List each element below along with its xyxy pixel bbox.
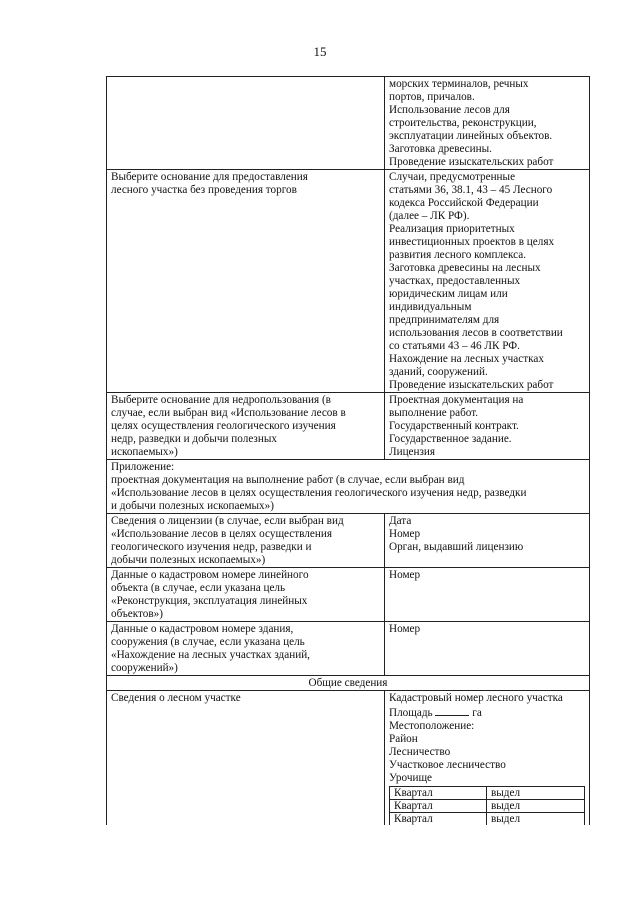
field-label-line: Выберите основание для недропользования (в <box>111 394 331 406</box>
field-option-line: Случаи, предусмотренные <box>389 171 516 183</box>
field-option-line: использования лесов в соответствии <box>389 327 563 339</box>
field-label-line: «Нахождение на лесных участках зданий, <box>111 649 310 661</box>
appendix-line: и добычи полезных ископаемых») <box>111 500 274 512</box>
section-cell[interactable]: выдел <box>487 813 585 826</box>
quarter-row <box>390 787 585 800</box>
form-row <box>107 568 590 622</box>
field-label-line: объекта (в случае, если указана цель <box>111 582 286 594</box>
form-row <box>107 393 590 460</box>
field-option-line: морских терминалов, речных <box>389 78 529 90</box>
quarter-row <box>390 813 585 826</box>
quarter-cell[interactable]: Квартал <box>390 800 487 813</box>
form-row <box>107 170 590 393</box>
field-option-line: статьями 36, 38.1, 43 – 45 Лесного <box>389 184 553 196</box>
area-unit: га <box>472 707 482 719</box>
tract-field: Урочище <box>389 772 433 784</box>
field-option-line: инвестиционных проектов в целях <box>389 236 555 248</box>
field-option-line: эксплуатации линейных объектов. <box>389 130 553 142</box>
section-cell[interactable]: выдел <box>487 787 585 800</box>
field-option-line: Реализация приоритетных <box>389 223 515 235</box>
field-label-line: добычи полезных ископаемых») <box>111 554 266 566</box>
field-label-line: сооружения (в случае, если указана цель <box>111 636 305 648</box>
field-option-line: строительства, реконструкции, <box>389 117 537 129</box>
district-field: Район <box>389 733 418 745</box>
cadastral-number-field: Кадастровый номер лесного участка <box>389 692 563 704</box>
form-row <box>107 77 590 170</box>
field-option-line: Орган, выдавший лицензию <box>389 541 524 553</box>
page-number: 15 <box>313 44 327 59</box>
location-label: Местоположение: <box>389 720 475 732</box>
appendix-line: Приложение: <box>111 461 175 473</box>
field-options-cell <box>385 170 590 393</box>
field-label-line: «Использование лесов в целях осуществления <box>111 528 332 540</box>
field-option-line: Лицензия <box>389 446 436 458</box>
form-row <box>107 460 590 514</box>
area-field <box>389 705 585 720</box>
field-option-line: Проведение изыскательских работ <box>389 379 554 391</box>
field-option-line: со статьями 43 – 46 ЛК РФ. <box>389 340 520 352</box>
field-option-line: Государственное задание. <box>389 433 512 445</box>
field-option-line: Дата <box>389 515 412 527</box>
field-label-line: целях осуществления геологического изучения <box>111 420 336 432</box>
forest-plot-row <box>107 691 590 826</box>
area-blank[interactable] <box>435 705 469 716</box>
district-forestry-field: Участковое лесничество <box>389 759 506 771</box>
field-option-line: Использование лесов для <box>389 104 510 116</box>
section-heading: Общие сведения <box>107 676 590 691</box>
form-row <box>107 622 590 676</box>
field-label-line: Сведения о лицензии (в случае, если выбран вид <box>111 515 344 527</box>
field-label-line: сооружений») <box>111 662 178 674</box>
field-label-line: случае, если выбран вид «Использование лесов в <box>111 407 346 419</box>
field-label-cell <box>107 514 385 568</box>
field-option-line: Заготовка древесины. <box>389 143 492 155</box>
field-label-line: Данные о кадастровом номере линейного <box>111 569 309 581</box>
field-option-line: юридическим лицам или <box>389 288 508 300</box>
quarter-cell[interactable]: Квартал <box>390 787 487 800</box>
field-label-line: Выберите основание для предоставления <box>111 171 308 183</box>
field-option-line: портов, причалов. <box>389 91 475 103</box>
field-option-line: Номер <box>389 569 421 581</box>
section-cell[interactable]: выдел <box>487 800 585 813</box>
application-form-table <box>106 76 590 825</box>
forest-plot-details <box>385 691 590 826</box>
field-option-line: кодекса Российской Федерации <box>389 197 539 209</box>
field-options-cell <box>385 77 590 170</box>
field-option-line: участках, предоставленных <box>389 275 521 287</box>
field-label-line: лесного участка без проведения торгов <box>111 184 297 196</box>
field-option-line: Нахождение на лесных участках <box>389 353 544 365</box>
field-label-cell <box>107 568 385 622</box>
appendix-cell <box>107 460 590 514</box>
field-options-cell <box>385 568 590 622</box>
field-option-line: выполнение работ. <box>389 407 479 419</box>
field-options-cell <box>385 622 590 676</box>
field-label-cell <box>107 393 385 460</box>
section-heading-row <box>107 676 590 691</box>
forest-plot-label: Сведения о лесном участке <box>107 691 385 826</box>
field-option-line: развития лесного комплекса. <box>389 249 527 261</box>
form-row <box>107 514 590 568</box>
area-label: Площадь <box>389 707 433 719</box>
field-option-line: Проведение изыскательских работ <box>389 156 554 168</box>
appendix-line: проектная документация на выполнение работ (в случае, если выбран вид <box>111 474 465 486</box>
field-options-cell <box>385 393 590 460</box>
field-label-line: ископаемых») <box>111 446 178 458</box>
field-option-line: (далее – ЛК РФ). <box>389 210 470 222</box>
field-option-line: Государственный контракт. <box>389 420 519 432</box>
field-option-line: Номер <box>389 623 421 635</box>
field-label-line: «Реконструкция, эксплуатация линейных <box>111 595 308 607</box>
field-label-cell <box>107 170 385 393</box>
forestry-field: Лесничество <box>389 746 451 758</box>
field-option-line: Заготовка древесины на лесных <box>389 262 541 274</box>
quarter-row <box>390 800 585 813</box>
field-label-line: геологического изучения недр, разведки и <box>111 541 312 553</box>
field-label-line: Данные о кадастровом номере здания, <box>111 623 294 635</box>
field-label-line: недр, разведки и добычи полезных <box>111 433 277 445</box>
field-option-line: зданий, сооружений. <box>389 366 488 378</box>
field-option-line: индивидуальным <box>389 301 472 313</box>
field-option-line: Номер <box>389 528 421 540</box>
appendix-line: «Использование лесов в целях осуществления геологического изучения недр, разведки <box>111 487 527 499</box>
field-options-cell <box>385 514 590 568</box>
field-label-line: объектов») <box>111 608 163 620</box>
field-label-cell <box>107 77 385 170</box>
field-label-cell <box>107 622 385 676</box>
field-option-line: предпринимателям для <box>389 314 500 326</box>
quarter-cell[interactable]: Квартал <box>390 813 487 826</box>
quarter-table <box>389 786 585 825</box>
field-option-line: Проектная документация на <box>389 394 524 406</box>
